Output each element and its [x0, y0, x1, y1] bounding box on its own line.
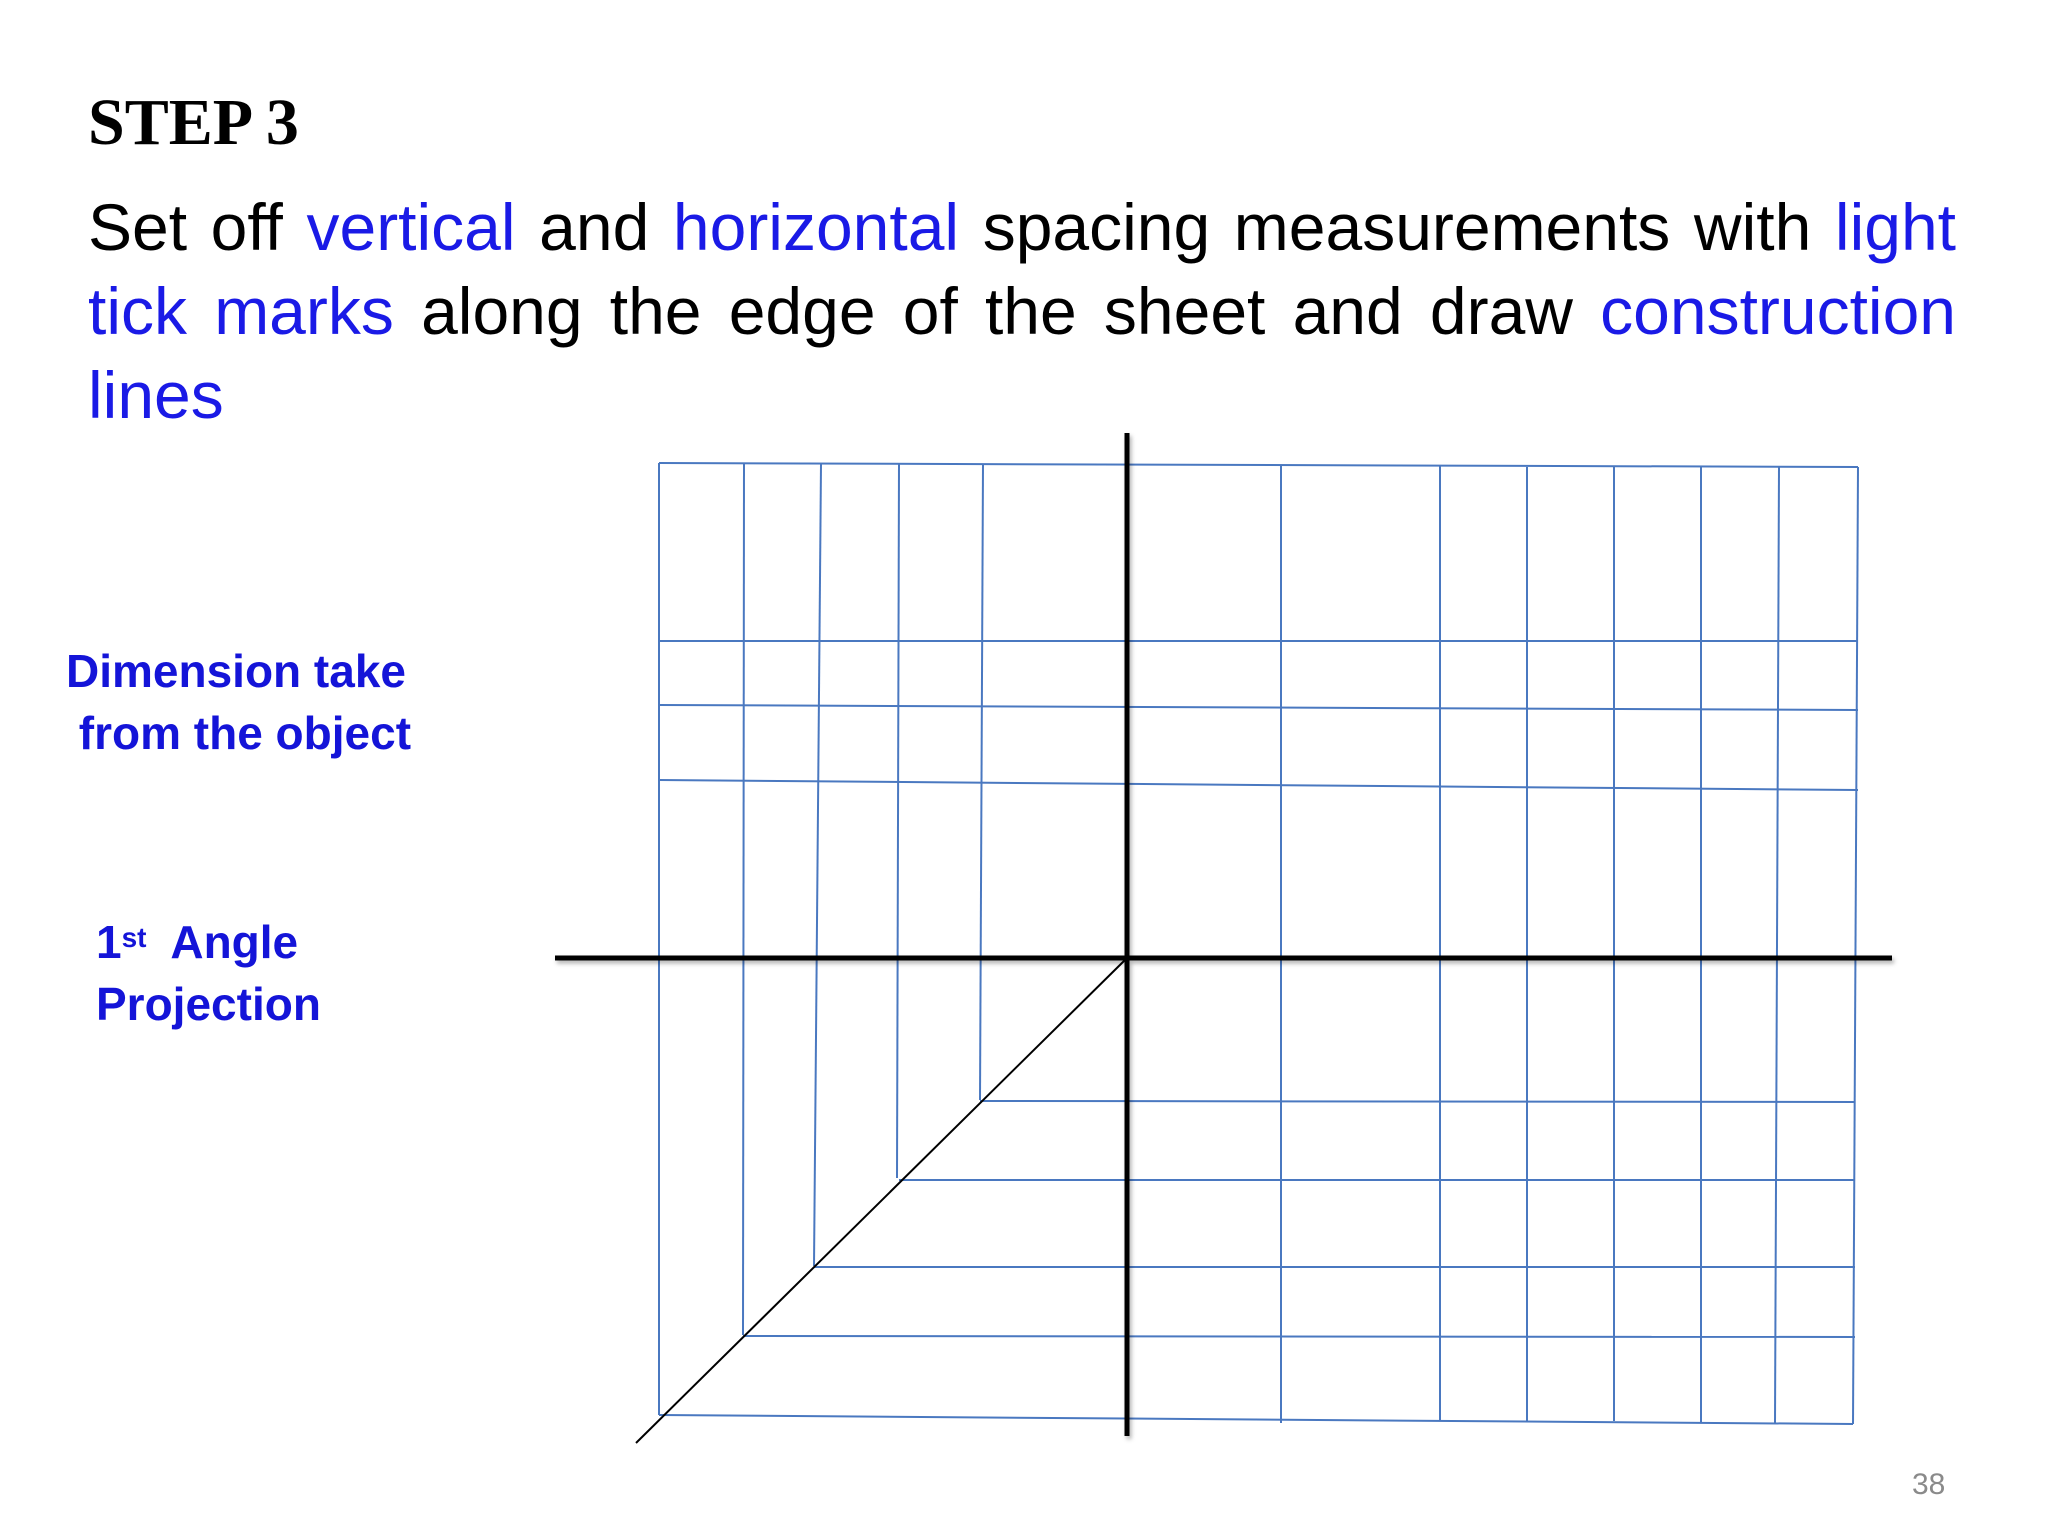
reference-axes — [555, 433, 1892, 1436]
instruction-highlight-term: construction lines — [88, 274, 1957, 432]
projection-label-line2: Projection — [96, 978, 321, 1030]
instruction-segment: Set off — [88, 190, 307, 264]
page-number: 38 — [1912, 1468, 1946, 1501]
grid-vertical-line — [897, 464, 899, 1178]
miter-line-45-degree — [636, 958, 1127, 1443]
grid-vertical-line — [743, 463, 744, 1335]
grid-vertical-line — [1775, 467, 1779, 1423]
grid-horizontal-line — [659, 780, 1858, 790]
step-title: STEP 3 — [88, 86, 299, 159]
dimension-label-line2: from the object — [66, 707, 412, 759]
projection-label-superscript: st — [121, 922, 147, 953]
grid-horizontal-line — [743, 1336, 1855, 1337]
grid-border-bottom — [659, 1415, 1853, 1424]
grid-border-right — [1853, 467, 1858, 1424]
grid-vertical-line — [814, 464, 821, 1266]
instruction-segment: and — [515, 190, 673, 264]
instruction-highlight-term: vertical — [306, 190, 516, 264]
grid-horizontal-line — [659, 705, 1858, 710]
grid-horizontal-line — [980, 1101, 1855, 1102]
instruction-highlight-term: light tick marks — [88, 190, 1956, 348]
projection-label-angle: Angle — [146, 916, 299, 968]
projection-label-number: 1 — [96, 916, 122, 968]
grid-border-top — [659, 463, 1858, 467]
instruction-segment: spacing measurements with — [959, 190, 1835, 264]
dimension-label-line1: Dimension take — [66, 645, 406, 697]
construction-grid — [659, 463, 1858, 1424]
instruction-highlight-term: horizontal — [672, 190, 960, 264]
instruction-segment: along the edge of the sheet and draw — [393, 274, 1601, 348]
